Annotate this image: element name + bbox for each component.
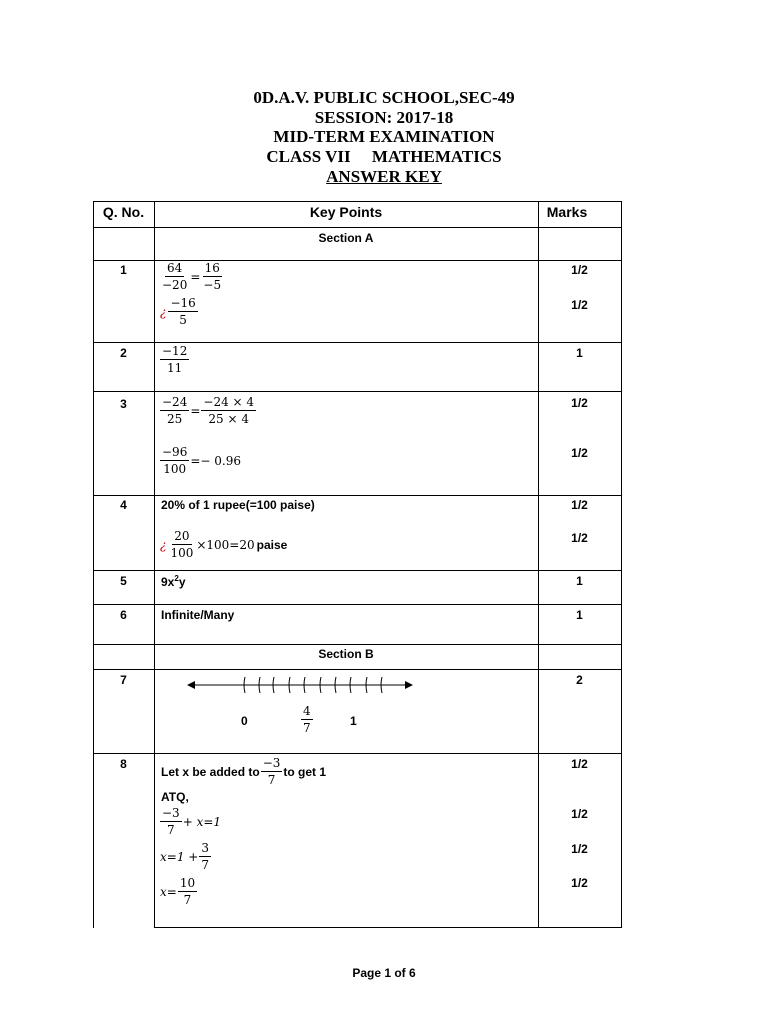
table-line: [93, 644, 622, 645]
q3-number: 3: [120, 397, 127, 411]
equation-rest: + x=1: [182, 814, 222, 829]
fraction: [199, 840, 211, 873]
denominator: 11: [167, 361, 183, 375]
fraction: [160, 394, 189, 427]
numerator: −24 × 4: [203, 395, 255, 409]
fraction: [160, 343, 189, 376]
equation-lhs: x=1 +: [160, 849, 199, 864]
q2-mark: 1: [576, 346, 583, 360]
numerator: 4: [303, 704, 311, 718]
denominator: 7: [183, 893, 192, 907]
class-subject: CLASS VII MATHEMATICS: [266, 147, 502, 166]
number-line-label-fraction: [301, 703, 313, 736]
numerator: 10: [179, 876, 196, 890]
number-line-label-zero: 0: [241, 714, 248, 728]
table-line: [154, 927, 622, 928]
q2-number: 2: [120, 346, 127, 360]
q3-step2: [160, 444, 242, 477]
answer-key-wrap: [0, 167, 768, 187]
numerator: −3: [162, 806, 180, 820]
fraction: [160, 805, 182, 838]
right-arrow-icon: [405, 681, 413, 689]
denominator: 7: [303, 721, 311, 735]
denominator: 7: [201, 858, 209, 872]
q1-number: 1: [120, 263, 127, 277]
fraction: [301, 703, 313, 736]
q8-mark-4: 1/2: [571, 876, 588, 890]
table-line: [93, 227, 622, 228]
q5-number: 5: [120, 574, 127, 588]
denominator: 7: [267, 773, 276, 787]
q5-answer: [161, 574, 186, 589]
fraction: [160, 444, 189, 477]
table-line: [93, 669, 622, 670]
q4-mark-1: 1/2: [571, 498, 588, 512]
unit-label: paise: [256, 537, 288, 552]
q8-mark-3: 1/2: [571, 842, 588, 856]
col-header-qno: Q. No.: [102, 204, 145, 220]
denominator: 100: [170, 546, 194, 560]
numerator: 20: [174, 529, 190, 543]
number-line-label-one: 1: [350, 714, 357, 728]
numerator: 16: [204, 261, 220, 275]
numerator: −12: [162, 344, 188, 358]
q8-step1: [160, 805, 222, 838]
q1-mark-2: 1/2: [571, 298, 588, 312]
q8-step3: [160, 875, 197, 908]
denominator: 7: [167, 823, 175, 837]
q1-step2: [160, 295, 198, 328]
q8-step2: [160, 840, 211, 873]
fraction: [178, 875, 197, 908]
denominator: −5: [203, 278, 222, 292]
product-result: ×100=20: [196, 537, 255, 552]
q4-line1: 20% of 1 rupee(=100 paise): [161, 498, 315, 512]
q8-mark-1: 1/2: [571, 757, 588, 771]
denominator: −20: [162, 278, 188, 292]
q3-mark-1: 1/2: [571, 396, 588, 410]
numerator: −24: [162, 395, 188, 409]
q5-base: 9x: [161, 575, 175, 589]
fraction: [160, 260, 189, 293]
inverted-question-mark: ¿: [160, 304, 167, 319]
inverted-question-mark: ¿: [160, 537, 167, 552]
q8-mark-2: 1/2: [571, 807, 588, 821]
numerator: −16: [170, 296, 196, 310]
table-line: [93, 604, 622, 605]
denominator: 25 × 4: [208, 412, 250, 426]
table-line: [93, 753, 622, 754]
q1-mark-1: 1/2: [571, 263, 588, 277]
q3-step1: [160, 394, 256, 427]
section-a-label: Section A: [318, 231, 374, 245]
numerator: 3: [201, 841, 209, 855]
fraction: [201, 260, 223, 293]
denominator: 100: [163, 462, 187, 476]
table-line: [93, 391, 622, 392]
q5-mark: 1: [576, 574, 583, 588]
q8-line1-post: to get 1: [283, 764, 327, 779]
numerator: 64: [167, 261, 183, 275]
q8-number: 8: [120, 757, 127, 771]
fraction: [168, 295, 197, 328]
q6-number: 6: [120, 608, 127, 622]
table-border-left: [93, 201, 94, 928]
fraction: [201, 394, 256, 427]
q4-step: [160, 528, 288, 561]
session: SESSION: 2017-18: [314, 108, 454, 127]
table-line: [93, 495, 622, 496]
page-number: Page 1 of 6: [352, 966, 416, 980]
q7-mark: 2: [576, 673, 583, 687]
equals-sign: =: [190, 403, 201, 418]
section-b-label: Section B: [318, 647, 374, 661]
exam-name: MID-TERM EXAMINATION: [273, 127, 495, 146]
q8-line1-pre: Let x be added to: [161, 764, 260, 779]
numerator: −3: [262, 756, 281, 770]
q3-mark-2: 1/2: [571, 446, 588, 460]
q8-atq: ATQ,: [161, 790, 189, 804]
q2-answer: [160, 343, 189, 376]
fraction: [168, 528, 195, 561]
table-line: [93, 201, 622, 202]
answer-key-title: ANSWER KEY: [326, 167, 442, 186]
number-line: [185, 673, 420, 699]
q4-number: 4: [120, 498, 127, 512]
denominator: 5: [179, 313, 187, 327]
equals-sign: =: [190, 269, 201, 284]
q6-mark: 1: [576, 608, 583, 622]
q5-exponent: 2: [174, 574, 179, 583]
left-arrow-icon: [187, 681, 195, 689]
table-line: [93, 570, 622, 571]
q1-step1: [160, 260, 223, 293]
numerator: −96: [162, 445, 188, 459]
col-header-key-points: Key Points: [309, 204, 383, 220]
table-col-divider-1: [154, 201, 155, 928]
q5-tail: y: [178, 575, 186, 589]
fraction: [261, 755, 283, 788]
denominator: 25: [167, 412, 183, 426]
q6-answer: Infinite/Many: [161, 608, 235, 622]
col-header-marks: Marks: [546, 204, 588, 220]
equation-lhs: x=: [160, 884, 177, 899]
q7-number: 7: [120, 673, 127, 687]
decimal-result: =− 0.96: [190, 453, 241, 468]
q4-mark-2: 1/2: [571, 531, 588, 545]
school-name: 0D.A.V. PUBLIC SCHOOL,SEC-49: [253, 88, 515, 107]
q8-line1: [161, 755, 327, 788]
table-border-right: [621, 201, 622, 928]
